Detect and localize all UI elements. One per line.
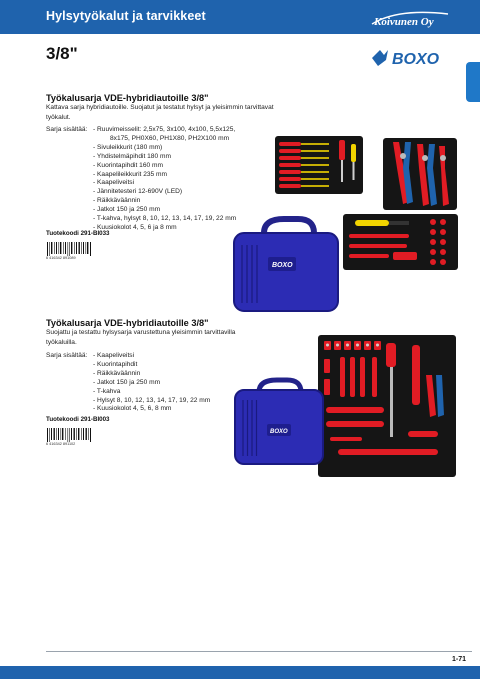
product-2-contents-label: Sarja sisältää:	[46, 352, 88, 359]
list-item: - Kaapelileikkurit 235 mm	[93, 170, 168, 178]
tray-screwdrivers-image	[275, 136, 363, 194]
product-1-barcode-digits: 6 416342 891089	[46, 256, 76, 260]
product-2-case-image	[229, 376, 329, 468]
list-item: - Kaapeliveitsi	[93, 179, 135, 187]
product-2-barcode-digits: 6 416342 891102	[46, 442, 76, 446]
product-1-case-image	[228, 215, 346, 315]
product-2-title: Työkalusarja VDE-hybridiautoille 3/8"	[46, 318, 209, 328]
barcode-icon	[46, 242, 92, 256]
list-item: - Jatkot 150 ja 250 mm	[93, 378, 161, 386]
product-1-title: Työkalusarja VDE-hybridiautoille 3/8"	[46, 93, 209, 103]
tray-sockets-image	[343, 214, 458, 270]
page-number: 1-71	[451, 656, 466, 663]
list-item: - Räikkäväännin	[93, 369, 141, 377]
tray-full-set-image	[318, 335, 456, 477]
product-1-barcode	[46, 242, 92, 261]
list-item: - Jatkot 150 ja 250 mm	[93, 206, 161, 214]
list-item: - T-kahva	[93, 387, 121, 395]
product-2-barcode	[46, 428, 92, 447]
list-item: - T-kahva, hylsyt 8, 10, 12, 13, 14, 17, 19, 22 mm	[93, 215, 237, 223]
product-2-description: Suojattu ja testattu hylsysarja varustettuna yleisimmin tarvittavilla työkaluilla.	[46, 329, 236, 346]
product-1-description: Kattava sarja hybridiautoille. Suojatut ja testatut hylsyt ja yleisimmin tarvittavat työkalut.	[46, 104, 274, 121]
koivunen-logo	[368, 6, 460, 30]
list-item: - Jännitetesteri 12-690V (LED)	[93, 188, 183, 196]
list-item: - Hylsyt 8, 10, 12, 13, 14, 17, 19, 22 mm	[93, 396, 211, 404]
list-item: - Ruuvimeisselit: 2,5x75, 3x100, 4x100, 5,5x125,	[93, 126, 236, 133]
list-item: - Kaapeliveitsi	[93, 352, 135, 359]
list-item: - Kuorintapihdit	[93, 360, 138, 368]
header-title: Hylsytyökalut ja tarvikkeet	[46, 9, 206, 23]
list-item: - Räikkäväännin	[93, 197, 141, 205]
list-item: - Kuusiokolot 4, 5, 6, 8 mm	[93, 405, 172, 413]
list-item: - Yhdistelmäpihdit 180 mm	[93, 152, 171, 160]
list-item: - Kuusiokolot 4, 5, 6 ja 8 mm	[93, 223, 177, 231]
footer-divider	[46, 651, 472, 652]
footer-bar	[0, 666, 480, 679]
product-2-case-label: BOXO	[270, 429, 288, 435]
tray-pliers-image	[383, 138, 457, 210]
section-side-tab[interactable]	[466, 62, 480, 102]
boxo-logo-text: BOXO	[392, 51, 440, 68]
product-1-contents-label: Sarja sisältää:	[46, 126, 88, 133]
list-item: - Kuorintapihdit 160 mm	[93, 161, 164, 169]
barcode-icon	[46, 428, 92, 442]
koivunen-logo-text: Koivunen Oy	[374, 16, 434, 28]
product-1-case-label: BOXO	[272, 262, 293, 269]
boxo-logo	[370, 46, 458, 70]
list-item: 8x175, PH0X60, PH1X80, PH2X100 mm	[110, 134, 230, 142]
product-1-code: Tuotekoodi 291-BI033	[46, 230, 110, 237]
product-2-code: Tuotekoodi 291-BI003	[46, 416, 110, 423]
page-title: 3/8"	[46, 44, 78, 63]
list-item: - Sivuleikkurit (180 mm)	[93, 143, 163, 151]
